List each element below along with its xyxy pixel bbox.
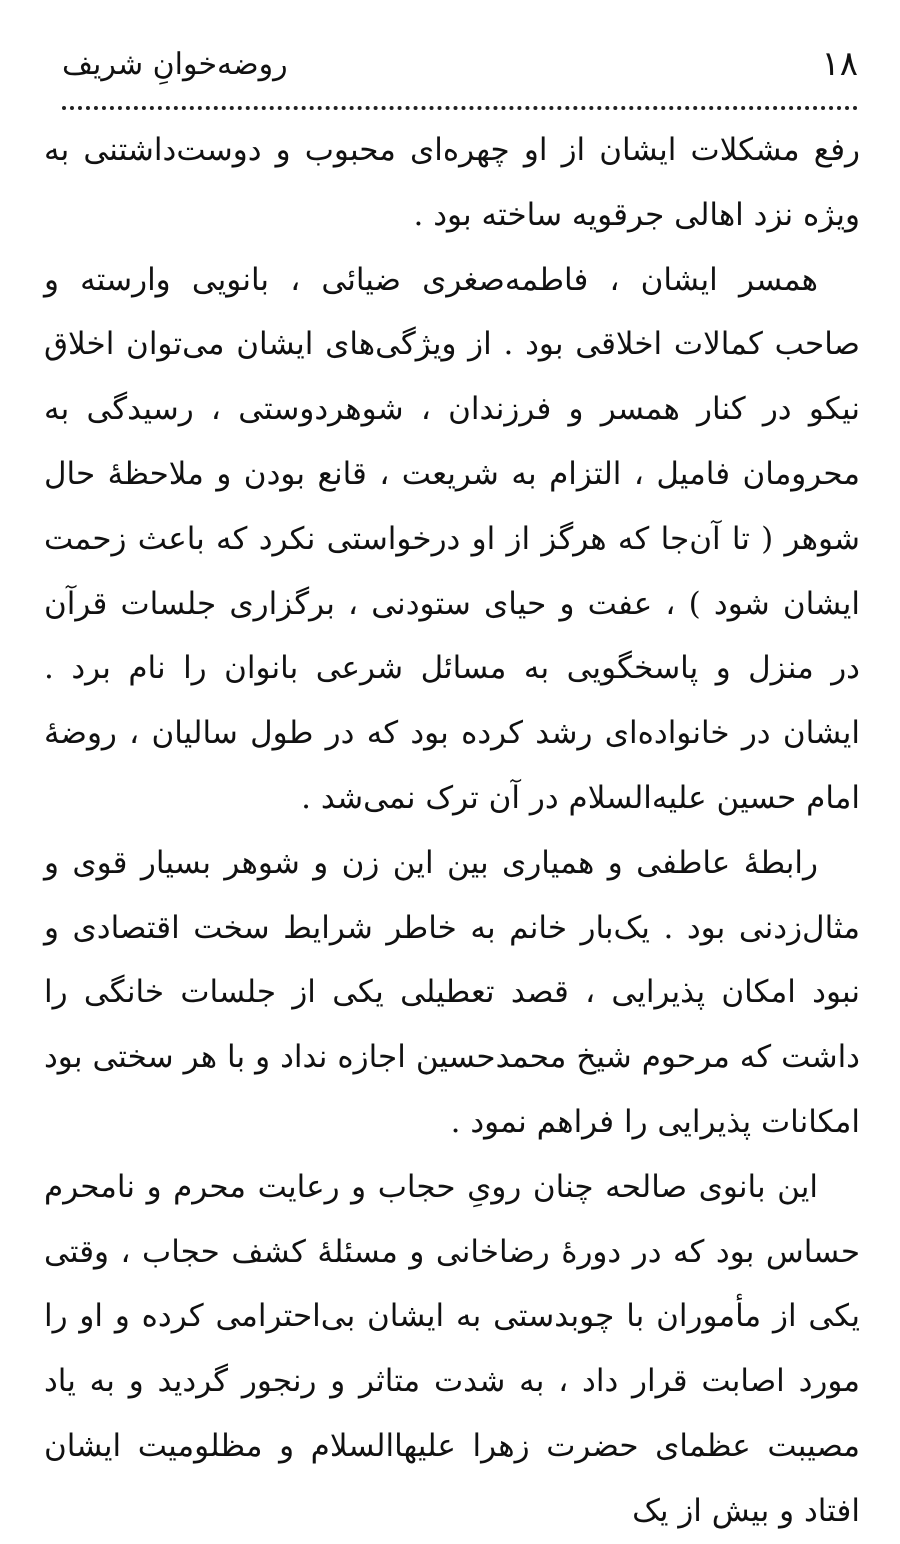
paragraph: این بانوی صالحه چنان رویِ حجاب و رعایت محرم و نامحرم حساس بود که در دورهٔ رضاخانی و مسئلهٔ کشف حجاب ، وقتی یکی از مأموران با چوبدستی به ایشان بی‌احترامی کرده و او را مورد اصابت قرار داد ، به شدت متاثر و رنجور گردید و به یاد مصیبت عظمای حضرت زهرا علیهاالسلام و مظلومیت ایشان افتاد و بیش از یک: [44, 1168, 860, 1529]
paragraph: رابطهٔ عاطفی و همیاری بین این زن و شوهر بسیار قوی و مثال‌زدنی بود . یک‌بار خانم به خاطر شرایط سخت اقتصادی و نبود امکان پذیرایی ، قصد تعطیلی یکی از جلسات خانگی را داشت که مرحوم شیخ محمدحسین اجازه نداد و با هر سختی بود امکانات پذیرایی را فراهم نمود .: [44, 844, 860, 1140]
page-number: ۱۸: [821, 44, 858, 84]
paragraph: همسر ایشان ، فاطمه‌صغری ضیائی ، بانویی وارسته و صاحب کمالات اخلاقی بود . از ویژگی‌های ایشان می‌توان اخلاق نیکو در کنار همسر و فرزندان ، شوهردوستی ، رسیدگی به محرومان فامیل ، التزام به شریعت ، قانع بودن و ملاحظهٔ حال شوهر ( تا آن‌جا که هرگز از او درخواستی نکرد که باعث زحمت ایشان شود ) ، عفت و حیای ستودنی ، برگزاری جلسات قرآن در منزل و پاسخگویی به مسائل شرعی بانوان را نام برد . ایشان در خانواده‌ای رشد کرده بود که در طول سالیان ، روضهٔ امام حسین علیه‌السلام در آن ترک نمی‌شد .: [44, 261, 860, 816]
body-text: [44, 118, 860, 1544]
page-header: [62, 36, 858, 92]
running-title: روضه‌خوانِ شریف: [62, 46, 288, 82]
header-divider: [62, 106, 858, 110]
paragraph: رفع مشکلات ایشان از او چهره‌ای محبوب و دوست‌داشتنی به ویژه نزد اهالی جرقویه ساخته بود .: [44, 132, 860, 233]
